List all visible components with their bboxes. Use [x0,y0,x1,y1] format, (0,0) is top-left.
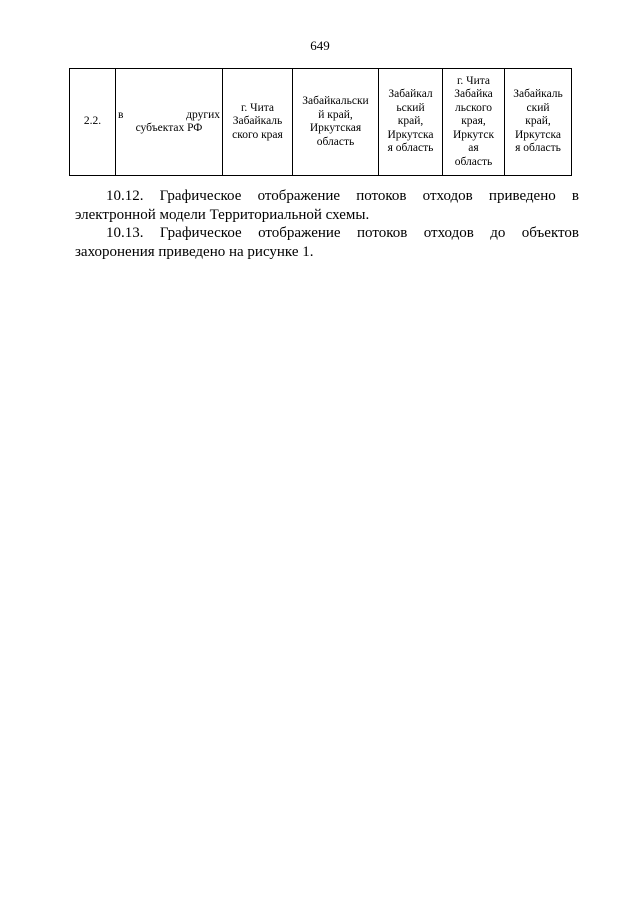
cell-line: область [316,135,355,148]
description-line-1 [118,109,220,123]
cell-line: Иркутска [387,128,434,141]
cell-line: й край, [318,108,353,121]
description-word-1: в [118,108,124,121]
cell-line: ского края [232,128,283,141]
cell-line: Забайка [454,88,493,101]
cell-line: Забайкал [388,88,433,101]
region-cell-4 [505,69,572,176]
cell-line: Забайкаль [232,115,283,128]
paragraph-10-13 [75,224,579,262]
region-cell-2 [379,69,443,176]
cell-line: г. Чита [456,74,491,87]
cell-line: ьский [396,101,425,114]
cell-line: край, [525,115,551,128]
cell-line: Иркутская [309,122,362,134]
cell-line: я область [515,142,561,155]
cell-line: я область [387,142,434,155]
cell-line: область [454,155,493,168]
cell-line: ая [468,142,479,155]
paragraph-line: 10.13. Графическое отображение потоков отходов до объектов [106,225,579,241]
cell-line: край, [397,115,424,128]
row-description-cell [116,69,223,176]
description-line-2: субъектах РФ [135,122,203,134]
cell-line: Забайкальски [302,95,369,107]
cell-line: Иркутск [452,128,495,141]
paragraph-line: электронной модели Территориальной схемы. [75,207,370,223]
description-word-2: других [186,108,220,121]
paragraph-line: 10.12. Графическое отображение потоков отходов приведено в [106,188,579,204]
cell-line: г. Чита [240,101,275,114]
table-row [70,69,572,176]
paragraph-line: захоронения приведено на рисунке 1. [75,244,314,260]
cell-line: края, [461,115,486,128]
city-cell [223,69,293,176]
cell-line: ский [526,101,550,114]
paragraph-10-12 [75,187,579,225]
page-number: 649 [310,38,330,53]
region-cell-3 [443,69,505,176]
cell-line: льского [454,101,493,114]
cell-line: Забайкаль [513,88,563,101]
row-number-cell: 2.2. [70,69,116,176]
region-cell-1 [293,69,379,176]
waste-flow-table [69,68,572,176]
cell-line: Иркутска [514,128,562,141]
